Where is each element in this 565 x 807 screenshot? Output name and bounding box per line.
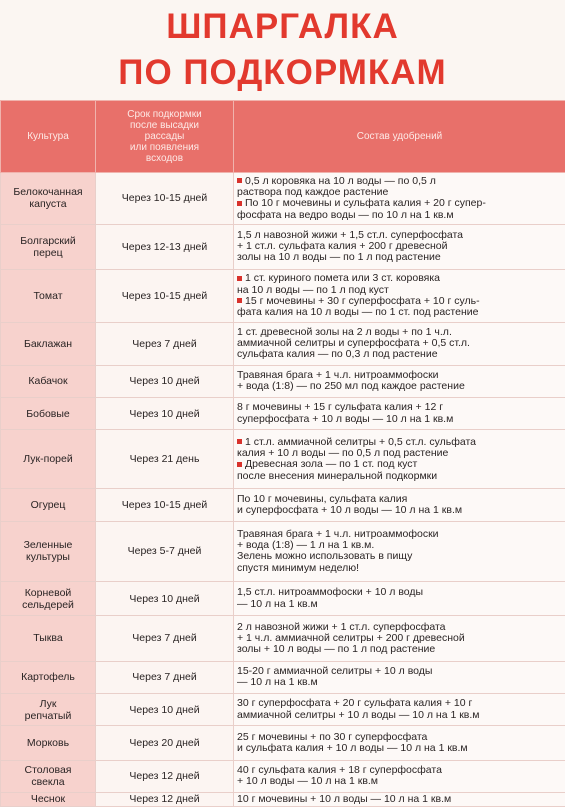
composition-line bbox=[237, 587, 562, 598]
composition-text: + 1 ст.л. сульфата калия + 200 г древесной bbox=[237, 241, 448, 253]
composition-text: 0,5 л коровяка на 10 л воды — по 0,5 л bbox=[245, 175, 436, 187]
table-row bbox=[1, 365, 565, 397]
composition-text: 15-20 г аммиачной селитры + 10 л воды bbox=[237, 666, 433, 678]
composition-text: Травяная брага + 1 ч.л. нитроаммофоски bbox=[237, 370, 439, 382]
composition-cell bbox=[234, 616, 565, 661]
composition-cell bbox=[234, 269, 565, 322]
composition-cell bbox=[234, 661, 565, 693]
composition-cell bbox=[234, 581, 565, 615]
composition-cell bbox=[234, 489, 565, 521]
crop-name: перец bbox=[33, 246, 63, 259]
composition-cell bbox=[234, 224, 565, 269]
composition-text: аммиачной селитры + 10 л воды — 10 л на 1 кв.м bbox=[237, 709, 480, 721]
composition-text: сульфата калия — по 0,3 л под растение bbox=[237, 349, 438, 361]
composition-text: спустя минимум неделю! bbox=[237, 562, 360, 574]
crop-name: Белокочанная bbox=[13, 186, 83, 199]
composition-line bbox=[237, 494, 562, 505]
crop-name: Тыква bbox=[33, 632, 63, 645]
table-row bbox=[1, 661, 565, 693]
crop-name: Болгарский bbox=[20, 234, 76, 247]
composition-text: 25 г мочевины + по 30 г суперфосфата bbox=[237, 731, 428, 743]
composition-cell bbox=[234, 430, 565, 489]
composition-text: после внесения минеральной подкормки bbox=[237, 470, 438, 482]
composition-line bbox=[237, 198, 562, 209]
composition-text: — 10 л на 1 кв.м bbox=[237, 598, 318, 610]
crop-cell bbox=[1, 521, 96, 581]
composition-line bbox=[237, 448, 562, 459]
crop-name: сельдерей bbox=[22, 598, 74, 611]
composition-line bbox=[237, 307, 562, 318]
composition-text: + 10 л воды — 10 л на 1 кв.м bbox=[237, 776, 379, 788]
composition-line bbox=[237, 437, 562, 448]
table-row bbox=[1, 616, 565, 661]
crop-name: Морковь bbox=[26, 736, 70, 749]
page-title bbox=[0, 0, 565, 98]
composition-line bbox=[237, 765, 562, 776]
crop-name: Лук-порей bbox=[23, 453, 73, 466]
crop-name: Кабачок bbox=[28, 375, 68, 388]
table-row bbox=[1, 430, 565, 489]
table-row bbox=[1, 269, 565, 322]
composition-line bbox=[237, 241, 562, 252]
crop-name: Корневой bbox=[24, 586, 72, 599]
composition-text: фосфата на ведро воды — по 10 л на 1 кв.м bbox=[237, 209, 454, 221]
table-row bbox=[1, 693, 565, 725]
composition-text: 2 л навозной жижи + 1 ст.л. суперфосфата bbox=[237, 621, 446, 633]
composition-text: фата калия на 10 л воды — по 1 ст. под растение bbox=[237, 306, 479, 318]
crop-name: Столовая bbox=[24, 764, 72, 777]
composition-text: 1 ст.л. аммиачной селитры + 0,5 ст.л. сульфата bbox=[245, 436, 476, 448]
composition-line bbox=[237, 285, 562, 296]
crop-cell bbox=[1, 760, 96, 792]
crop-name: Бобовые bbox=[26, 407, 70, 420]
time-cell: Через 10-15 дней bbox=[96, 173, 234, 225]
composition-line bbox=[237, 563, 562, 574]
composition-line bbox=[237, 459, 562, 470]
crop-cell bbox=[1, 269, 96, 322]
crop-cell bbox=[1, 173, 96, 225]
time-cell: Через 7 дней bbox=[96, 322, 234, 365]
crop-name: Зеленные bbox=[23, 539, 73, 552]
crop-cell bbox=[1, 581, 96, 615]
table-row bbox=[1, 173, 565, 225]
crop-cell bbox=[1, 792, 96, 806]
crop-cell bbox=[1, 224, 96, 269]
table-row bbox=[1, 760, 565, 792]
composition-line bbox=[237, 505, 562, 516]
composition-text: Травяная брага + 1 ч.л. нитроаммофоски bbox=[237, 528, 439, 540]
composition-line bbox=[237, 252, 562, 263]
composition-text: 1 ст. куриного помета или 3 ст. коровяка bbox=[245, 273, 441, 285]
time-cell: Через 10 дней bbox=[96, 365, 234, 397]
composition-line bbox=[237, 273, 562, 284]
composition-text: и сульфата калия + 10 л воды — 10 л на 1 кв.м bbox=[237, 742, 468, 754]
composition-text: 15 г мочевины + 30 г суперфосфата + 10 г суль- bbox=[245, 295, 480, 307]
crop-cell bbox=[1, 616, 96, 661]
composition-text: Зелень можно использовать в пищу bbox=[237, 551, 413, 563]
composition-line bbox=[237, 210, 562, 221]
table-row bbox=[1, 792, 565, 806]
crop-cell bbox=[1, 397, 96, 429]
composition-line bbox=[237, 732, 562, 743]
time-cell: Через 7 дней bbox=[96, 616, 234, 661]
time-cell: Через 10 дней bbox=[96, 397, 234, 429]
composition-line bbox=[237, 402, 562, 413]
crop-name: Картофель bbox=[21, 671, 75, 684]
crop-name: капуста bbox=[29, 198, 67, 211]
composition-text: 10 г мочевины + 10 л воды — 10 л на 1 кв.м bbox=[237, 793, 452, 805]
composition-line bbox=[237, 794, 562, 805]
composition-text: + вода (1:8) — по 250 мл под каждое растение bbox=[237, 381, 465, 393]
composition-line bbox=[237, 349, 562, 360]
header-time-line: после высадки bbox=[129, 120, 199, 131]
composition-text: По 10 г мочевины, сульфата калия bbox=[237, 493, 408, 505]
composition-line bbox=[237, 551, 562, 562]
header-time bbox=[96, 101, 234, 173]
table-row bbox=[1, 397, 565, 429]
crop-name: культуры bbox=[26, 551, 70, 564]
composition-text: золы на 10 л воды — по 1 л под растение bbox=[237, 252, 441, 264]
time-cell: Через 12 дней bbox=[96, 760, 234, 792]
time-cell: Через 7 дней bbox=[96, 661, 234, 693]
composition-text: и суперфосфата + 10 л воды — 10 л на 1 кв.м bbox=[237, 505, 463, 517]
header-time-line: Срок подкормки bbox=[127, 109, 202, 120]
table-header-row bbox=[1, 101, 565, 173]
composition-line bbox=[237, 327, 562, 338]
composition-line bbox=[237, 677, 562, 688]
table-row bbox=[1, 521, 565, 581]
composition-line bbox=[237, 414, 562, 425]
crop-name: свекла bbox=[31, 776, 65, 789]
crop-cell bbox=[1, 726, 96, 760]
time-cell: Через 20 дней bbox=[96, 726, 234, 760]
composition-text: + вода (1:8) — 1 л на 1 кв.м. bbox=[237, 540, 375, 552]
composition-line bbox=[237, 540, 562, 551]
composition-line bbox=[237, 529, 562, 540]
table-body bbox=[1, 173, 565, 807]
bullet-square-icon bbox=[237, 439, 242, 444]
title-line-1: ШПАРГАЛКА bbox=[166, 7, 399, 46]
crop-cell bbox=[1, 322, 96, 365]
composition-cell bbox=[234, 693, 565, 725]
composition-cell bbox=[234, 521, 565, 581]
bullet-square-icon bbox=[237, 462, 242, 467]
fertilizer-table bbox=[0, 100, 565, 807]
crop-name: Огурец bbox=[30, 499, 66, 512]
composition-line bbox=[237, 338, 562, 349]
crop-name: Лук bbox=[39, 697, 57, 710]
bullet-square-icon bbox=[237, 298, 242, 303]
header-composition: Состав удобрений bbox=[234, 101, 565, 173]
time-cell: Через 10 дней bbox=[96, 693, 234, 725]
composition-cell bbox=[234, 760, 565, 792]
composition-line bbox=[237, 666, 562, 677]
composition-line bbox=[237, 633, 562, 644]
crop-name: Томат bbox=[33, 289, 63, 302]
composition-line bbox=[237, 296, 562, 307]
composition-cell bbox=[234, 322, 565, 365]
time-cell: Через 12 дней bbox=[96, 792, 234, 806]
composition-line bbox=[237, 370, 562, 381]
header-time-line: или появления bbox=[129, 142, 200, 153]
composition-cell bbox=[234, 397, 565, 429]
composition-line bbox=[237, 599, 562, 610]
composition-line bbox=[237, 230, 562, 241]
composition-text: По 10 г мочевины и сульфата калия + 20 г супер- bbox=[245, 198, 486, 210]
time-cell: Через 10-15 дней bbox=[96, 489, 234, 521]
table-row bbox=[1, 489, 565, 521]
composition-line bbox=[237, 698, 562, 709]
composition-text: + 1 ч.л. аммиачной селитры + 200 г древесной bbox=[237, 632, 465, 644]
composition-cell bbox=[234, 173, 565, 225]
composition-line bbox=[237, 381, 562, 392]
crop-cell bbox=[1, 489, 96, 521]
time-cell: Через 12-13 дней bbox=[96, 224, 234, 269]
table-row bbox=[1, 581, 565, 615]
table-row bbox=[1, 726, 565, 760]
crop-cell bbox=[1, 365, 96, 397]
time-cell: Через 5-7 дней bbox=[96, 521, 234, 581]
composition-text: аммиачной селитры и суперфосфата + 0,5 ст.л. bbox=[237, 338, 470, 350]
crop-name: репчатый bbox=[24, 709, 72, 722]
composition-cell bbox=[234, 726, 565, 760]
composition-cell bbox=[234, 365, 565, 397]
composition-text: 40 г сульфата калия + 18 г суперфосфата bbox=[237, 765, 442, 777]
composition-text: калия + 10 л воды — по 0,5 л под растение bbox=[237, 448, 449, 460]
composition-text: раствора под каждое растение bbox=[237, 187, 389, 199]
bullet-square-icon bbox=[237, 178, 242, 183]
composition-text: 1,5 л навозной жижи + 1,5 ст.л. суперфосфата bbox=[237, 229, 464, 241]
composition-text: Древесная зола — по 1 ст. под куст bbox=[245, 459, 418, 471]
composition-text: 1 ст. древесной золы на 2 л воды + по 1 ч.л. bbox=[237, 326, 452, 338]
composition-text: 8 г мочевины + 15 г сульфата калия + 12 г bbox=[237, 402, 444, 414]
time-cell: Через 10 дней bbox=[96, 581, 234, 615]
crop-name: Чеснок bbox=[30, 793, 66, 806]
crop-cell bbox=[1, 430, 96, 489]
composition-line bbox=[237, 622, 562, 633]
time-cell: Через 10-15 дней bbox=[96, 269, 234, 322]
bullet-square-icon bbox=[237, 201, 242, 206]
composition-line bbox=[237, 176, 562, 187]
composition-text: суперфосфата + 10 л воды — 10 л на 1 кв.м bbox=[237, 413, 454, 425]
composition-line bbox=[237, 776, 562, 787]
header-time-line: всходов bbox=[145, 153, 184, 164]
header-time-line: рассады bbox=[144, 131, 185, 142]
composition-text: — 10 л на 1 кв.м bbox=[237, 677, 318, 689]
composition-text: 30 г суперфосфата + 20 г сульфата калия + 10 г bbox=[237, 698, 473, 710]
composition-line bbox=[237, 644, 562, 655]
composition-cell bbox=[234, 792, 565, 806]
composition-line bbox=[237, 471, 562, 482]
composition-text: золы + 10 л воды — по 1 л под растение bbox=[237, 644, 436, 656]
header-crop: Культура bbox=[1, 101, 96, 173]
composition-text: на 10 л воды — по 1 л под куст bbox=[237, 284, 389, 296]
composition-line bbox=[237, 710, 562, 721]
crop-cell bbox=[1, 661, 96, 693]
composition-line bbox=[237, 187, 562, 198]
table-row bbox=[1, 322, 565, 365]
composition-text: 1,5 ст.л. нитроаммофоски + 10 л воды bbox=[237, 587, 424, 599]
title-line-2: ПО ПОДКОРМКАМ bbox=[118, 53, 447, 92]
time-cell: Через 21 день bbox=[96, 430, 234, 489]
bullet-square-icon bbox=[237, 276, 242, 281]
table-row bbox=[1, 224, 565, 269]
crop-name: Баклажан bbox=[23, 337, 73, 350]
composition-line bbox=[237, 743, 562, 754]
crop-cell bbox=[1, 693, 96, 725]
